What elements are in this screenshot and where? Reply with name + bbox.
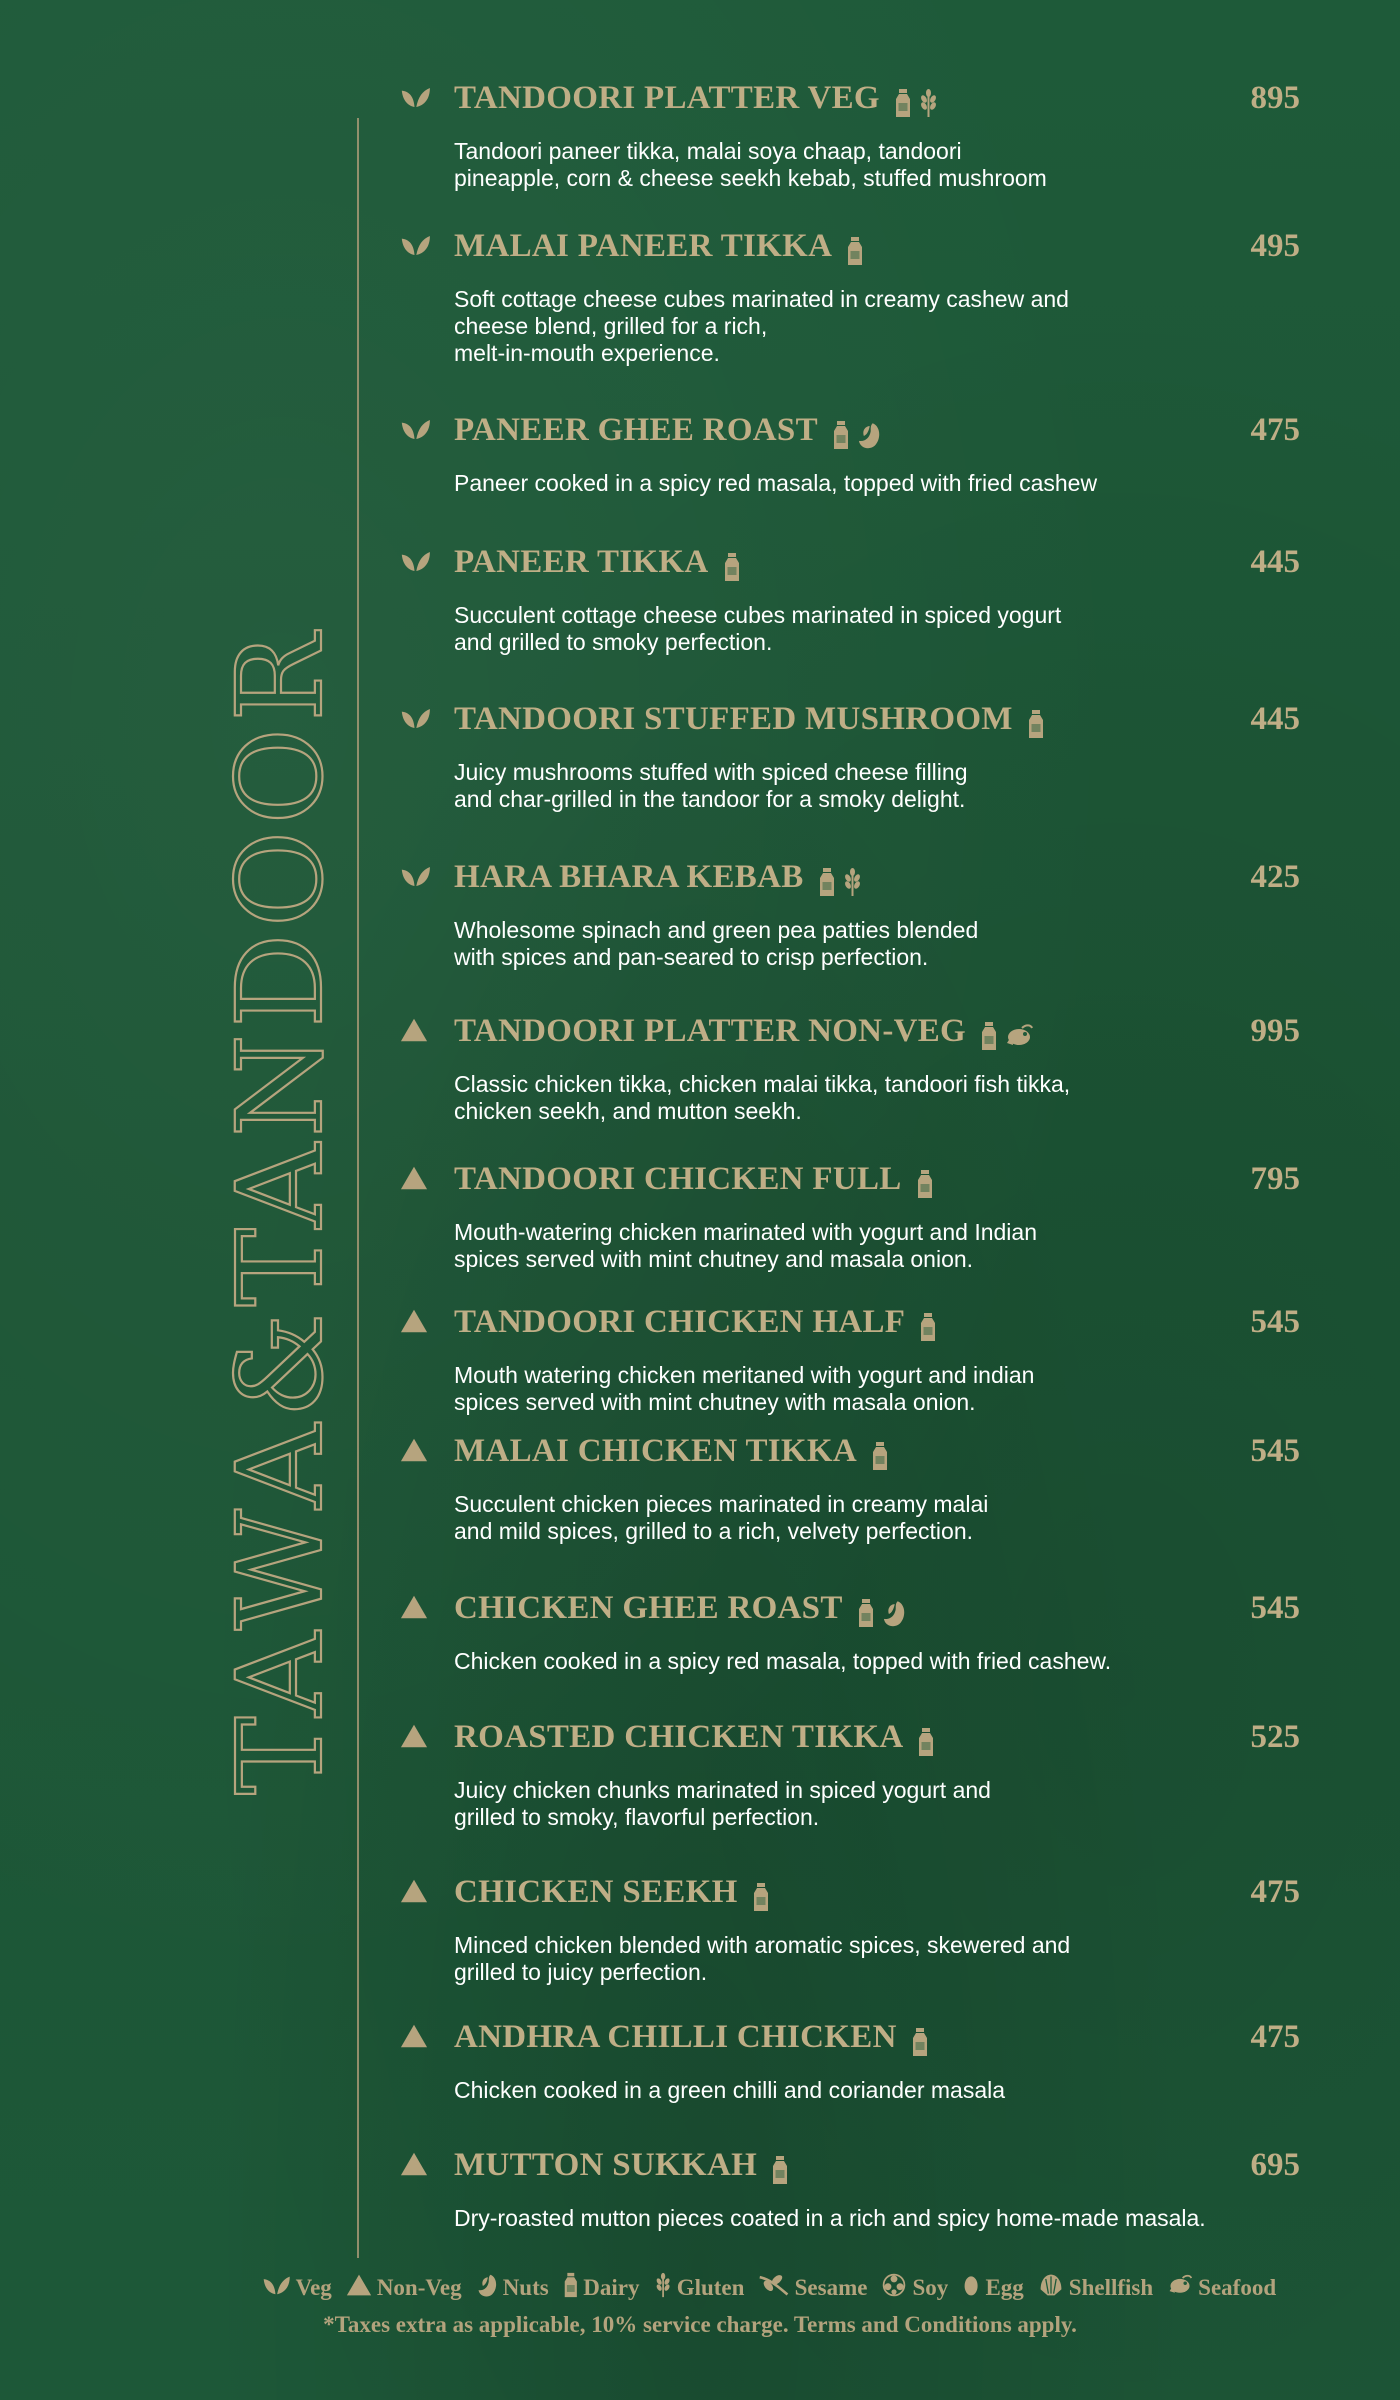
item-name-text: TANDOORI PLATTER NON-VEG xyxy=(454,1013,967,1049)
legend-label: Seafood xyxy=(1198,2275,1277,2300)
veg-icon xyxy=(262,2272,296,2304)
item-price: 795 xyxy=(1250,1161,1300,1197)
allergen-icons xyxy=(812,857,863,901)
menu-item xyxy=(400,1870,1300,1986)
nuts-icon xyxy=(850,414,882,450)
legend-label: Sesame xyxy=(794,2275,868,2300)
menu-item xyxy=(400,1586,1300,1675)
item-price: 695 xyxy=(1250,2147,1300,2183)
item-header xyxy=(400,76,1300,120)
item-header xyxy=(400,540,1300,584)
legend-item xyxy=(476,2272,549,2304)
allergen-icons xyxy=(888,78,939,122)
legend-item xyxy=(563,2272,640,2304)
legend-item xyxy=(654,2272,745,2304)
dairy-icon xyxy=(851,1592,875,1628)
item-name xyxy=(454,540,741,586)
item-name xyxy=(454,1009,1034,1055)
allergen-icons xyxy=(765,2145,789,2189)
nonveg-icon xyxy=(400,1436,434,1466)
veg-icon xyxy=(400,862,434,892)
sesame-icon xyxy=(758,2272,794,2304)
item-description: Dry-roasted mutton pieces coated in a rich and spicy home-made masala. xyxy=(454,2205,1206,2231)
item-name-text: CHICKEN SEEKH xyxy=(454,1874,738,1910)
nuts-icon xyxy=(875,1592,907,1628)
menu-item xyxy=(400,1429,1300,1545)
item-header xyxy=(400,1157,1300,1201)
dairy-icon xyxy=(910,1163,934,1199)
item-name-text: CHICKEN GHEE ROAST xyxy=(454,1590,843,1626)
legend-label: Non-Veg xyxy=(376,2275,462,2300)
veg-icon xyxy=(400,415,434,445)
menu-item xyxy=(400,697,1300,813)
legend-item xyxy=(1038,2272,1153,2304)
item-description: Chicken cooked in a spicy red masala, topped with fried cashew. xyxy=(454,1648,1112,1674)
item-name xyxy=(454,1715,935,1761)
dairy-icon xyxy=(812,861,836,897)
legend-label: Shellfish xyxy=(1068,2275,1154,2300)
allergen-icons xyxy=(905,2017,929,2061)
veg-icon xyxy=(400,547,434,577)
dairy-icon xyxy=(765,2149,789,2185)
item-header xyxy=(400,855,1300,899)
allergen-icons xyxy=(865,1431,889,1475)
shellfish-icon xyxy=(1038,2272,1069,2304)
dairy-icon xyxy=(826,414,850,450)
nonveg-icon xyxy=(400,1593,434,1623)
item-header xyxy=(400,1300,1300,1344)
menu-item xyxy=(400,2015,1300,2104)
gluten-icon xyxy=(912,82,939,118)
item-name xyxy=(454,855,863,901)
item-description: Mouth-watering chicken marinated with yogurt and Indian spices served with mint chutney and masala onion. xyxy=(454,1219,1037,1272)
item-price: 445 xyxy=(1250,701,1300,737)
item-header xyxy=(400,2143,1300,2187)
allergen-icons xyxy=(851,1588,907,1632)
item-name-text: ANDHRA CHILLI CHICKEN xyxy=(454,2019,897,2055)
item-price: 545 xyxy=(1250,1304,1300,1340)
item-price: 475 xyxy=(1250,2019,1300,2055)
soy-icon xyxy=(881,2272,912,2304)
legend-label: Egg xyxy=(985,2275,1024,2300)
dairy-icon xyxy=(911,1721,935,1757)
dairy-icon xyxy=(746,1876,770,1912)
item-name-text: PANEER TIKKA xyxy=(454,544,709,580)
item-header xyxy=(400,1009,1300,1053)
menu-item xyxy=(400,855,1300,971)
item-header xyxy=(400,697,1300,741)
item-description: Tandoori paneer tikka, malai soya chaap, tandoori pineapple, corn & cheese seekh kebab, stuffed mushroom xyxy=(454,138,1047,191)
nuts-icon xyxy=(476,2272,503,2304)
item-name xyxy=(454,1586,906,1632)
menu-item xyxy=(400,1300,1300,1416)
allergen-icons xyxy=(911,1717,935,1761)
item-header xyxy=(400,2015,1300,2059)
item-description: Juicy mushrooms stuffed with spiced cheese filling and char-grilled in the tandoor for a smoky delight. xyxy=(454,759,968,812)
item-description: Juicy chicken chunks marinated in spiced yogurt and grilled to smoky, flavorful perfection. xyxy=(454,1777,991,1830)
legend-label: Dairy xyxy=(583,2275,640,2300)
item-name-text: MALAI PANEER TIKKA xyxy=(454,228,833,264)
veg-icon xyxy=(400,83,434,113)
allergen-icons xyxy=(974,1011,1034,1055)
item-header xyxy=(400,1715,1300,1759)
seafood-icon xyxy=(998,1015,1034,1051)
veg-icon xyxy=(400,231,434,261)
item-description: Classic chicken tikka, chicken malai tikka, tandoori fish tikka, chicken seekh, and mutton seekh. xyxy=(454,1071,1071,1124)
item-description: Mouth watering chicken meritaned with yogurt and indian spices served with mint chutney with masala onion. xyxy=(454,1362,1035,1415)
menu-item xyxy=(400,408,1300,497)
item-name xyxy=(454,697,1045,743)
menu-item xyxy=(400,540,1300,656)
item-price: 545 xyxy=(1250,1433,1300,1469)
item-price: 425 xyxy=(1250,859,1300,895)
nonveg-icon xyxy=(400,1877,434,1907)
allergen-icons xyxy=(913,1302,937,1346)
item-name-text: PANEER GHEE ROAST xyxy=(454,412,818,448)
divider-line xyxy=(357,118,359,2258)
item-header xyxy=(400,408,1300,452)
allergen-icons xyxy=(746,1872,770,1916)
allergen-icons xyxy=(1021,699,1045,743)
legend-label: Nuts xyxy=(502,2275,549,2300)
item-name-text: HARA BHARA KEBAB xyxy=(454,859,804,895)
legend-label: Soy xyxy=(912,2275,949,2300)
item-description: Chicken cooked in a green chilli and coriander masala xyxy=(454,2077,1006,2103)
item-description: Soft cottage cheese cubes marinated in creamy cashew and cheese blend, grilled for a rich, melt-in-mouth experience. xyxy=(454,286,1069,366)
menu-item xyxy=(400,1715,1300,1831)
item-name xyxy=(454,1300,937,1346)
dairy-icon xyxy=(913,1306,937,1342)
legend-item xyxy=(262,2272,332,2304)
item-price: 995 xyxy=(1250,1013,1300,1049)
item-name xyxy=(454,2143,789,2189)
item-header xyxy=(400,224,1300,268)
item-price: 475 xyxy=(1250,1874,1300,1910)
gluten-icon xyxy=(654,2272,677,2304)
allergen-icons xyxy=(840,226,864,270)
item-price: 495 xyxy=(1250,228,1300,264)
item-header xyxy=(400,1870,1300,1914)
legend-label: Veg xyxy=(295,2275,332,2300)
item-name xyxy=(454,408,881,454)
item-header xyxy=(400,1586,1300,1630)
egg-icon xyxy=(962,2272,985,2304)
dairy-icon xyxy=(865,1435,889,1471)
item-name xyxy=(454,76,939,122)
legend-item xyxy=(758,2272,867,2304)
nonveg-icon xyxy=(400,1164,434,1194)
legend-item xyxy=(346,2272,462,2304)
item-description: Minced chicken blended with aromatic spices, skewered and grilled to juicy perfection. xyxy=(454,1932,1071,1985)
dairy-icon xyxy=(1021,703,1045,739)
section-title: TAWA&TANDOOR xyxy=(211,627,349,1795)
item-description: Wholesome spinach and green pea patties blended with spices and pan-seared to crisp perfection. xyxy=(454,917,979,970)
seafood-icon xyxy=(1167,2272,1198,2304)
item-price: 525 xyxy=(1250,1719,1300,1755)
menu-item xyxy=(400,1009,1300,1125)
item-header xyxy=(400,1429,1300,1473)
nonveg-icon xyxy=(400,1722,434,1752)
item-name-text: TANDOORI CHICKEN HALF xyxy=(454,1304,906,1340)
item-name-text: TANDOORI CHICKEN FULL xyxy=(454,1161,902,1197)
legend-item xyxy=(1167,2272,1276,2304)
menu-item xyxy=(400,2143,1300,2232)
item-name xyxy=(454,1870,770,1916)
dairy-icon xyxy=(840,230,864,266)
item-name-text: MALAI CHICKEN TIKKA xyxy=(454,1433,857,1469)
item-price: 895 xyxy=(1250,80,1300,116)
item-name-text: MUTTON SUKKAH xyxy=(454,2147,758,2183)
item-price: 475 xyxy=(1250,412,1300,448)
nonveg-icon xyxy=(400,1307,434,1337)
legend-item xyxy=(881,2272,948,2304)
item-name xyxy=(454,224,864,270)
dairy-icon xyxy=(905,2021,929,2057)
legend xyxy=(262,2268,1392,2308)
item-name xyxy=(454,1157,934,1203)
item-description: Paneer cooked in a spicy red masala, topped with fried cashew xyxy=(454,470,1098,496)
menu-item xyxy=(400,1157,1300,1273)
allergen-icons xyxy=(910,1159,934,1203)
nonveg-icon xyxy=(400,2150,434,2180)
item-description: Succulent chicken pieces marinated in creamy malai and mild spices, grilled to a rich, velvety perfection. xyxy=(454,1491,989,1544)
allergen-icons xyxy=(717,542,741,586)
gluten-icon xyxy=(836,861,863,897)
legend-item xyxy=(962,2272,1024,2304)
item-name-text: TANDOORI STUFFED MUSHROOM xyxy=(454,701,1013,737)
dairy-icon xyxy=(563,2272,584,2304)
item-price: 445 xyxy=(1250,544,1300,580)
menu-item xyxy=(400,76,1300,192)
veg-icon xyxy=(400,704,434,734)
item-name xyxy=(454,1429,889,1475)
allergen-icons xyxy=(826,410,882,454)
dairy-icon xyxy=(974,1015,998,1051)
dairy-icon xyxy=(888,82,912,118)
item-name-text: ROASTED CHICKEN TIKKA xyxy=(454,1719,904,1755)
nonveg-icon xyxy=(400,1016,434,1046)
dairy-icon xyxy=(717,546,741,582)
item-name-text: TANDOORI PLATTER VEG xyxy=(454,80,880,116)
footer-note: *Taxes extra as applicable, 10% service charge. Terms and Conditions apply. xyxy=(323,2312,1077,2337)
item-description: Succulent cottage cheese cubes marinated in spiced yogurt and grilled to smoky perfection. xyxy=(454,602,1062,655)
nonveg-icon xyxy=(346,2272,377,2304)
item-price: 545 xyxy=(1250,1590,1300,1626)
legend-label: Gluten xyxy=(676,2275,745,2300)
nonveg-icon xyxy=(400,2022,434,2052)
item-name xyxy=(454,2015,929,2061)
menu-item xyxy=(400,224,1300,367)
